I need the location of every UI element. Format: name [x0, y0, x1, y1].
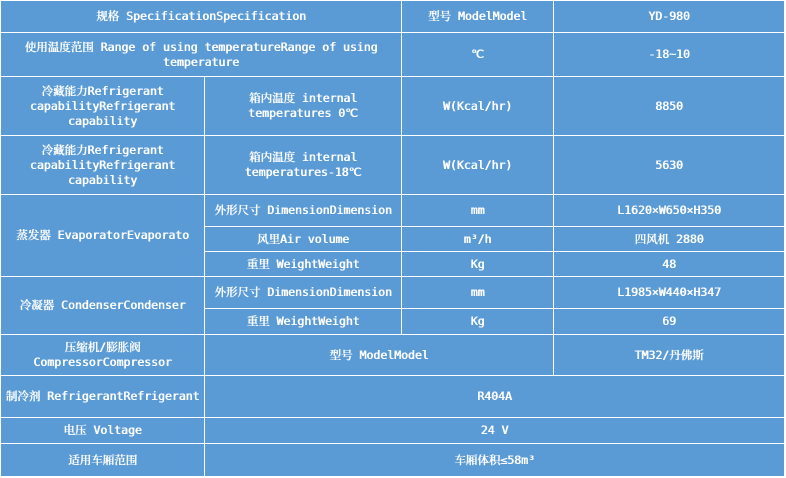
compressor-model-label: 型号 ModelModel — [205, 335, 554, 376]
compressor-model-value: TM32/丹佛斯 — [554, 335, 785, 376]
evaporator-air-volume-unit: m³/h — [402, 227, 554, 252]
voltage-label: 电压 Voltage — [1, 418, 205, 444]
condenser-dimension-row — [1, 277, 785, 309]
evaporator-weight-label: 重里 WeightWeight — [205, 252, 402, 277]
voltage-value: 24 V — [205, 418, 785, 444]
spec-header-cell: 规格 SpecificationSpecification — [1, 1, 402, 33]
evaporator-air-volume-label: 风里Air volume — [205, 227, 402, 252]
compartment-value: 车厢体积≤58m³ — [205, 444, 785, 477]
capacity-label: 冷藏能力Refrigerant capabilityRefrigerant capability — [1, 77, 205, 136]
evaporator-dimension-row — [1, 195, 785, 227]
refrigerant-value: R404A — [205, 376, 785, 418]
compressor-label: 压缩机/膨胀阀 CompressorCompressor — [1, 335, 205, 376]
temp-range-unit: ℃ — [402, 33, 554, 77]
temp-range-value: -18~10 — [554, 33, 785, 77]
model-label-cell: 型号 ModelModel — [402, 1, 554, 33]
header-row — [1, 1, 785, 33]
condenser-dimension-label: 外形尺寸 DimensionDimension — [205, 277, 402, 309]
compressor-row — [1, 335, 785, 376]
compartment-label: 适用车厢范围 — [1, 444, 205, 477]
evaporator-dimension-label: 外形尺寸 DimensionDimension — [205, 195, 402, 227]
voltage-row — [1, 418, 785, 444]
capacity-unit: W(Kcal/hr) — [402, 77, 554, 136]
evaporator-dimension-unit: mm — [402, 195, 554, 227]
capacity-minus18c-row — [1, 136, 785, 195]
capacity-value: 5630 — [554, 136, 785, 195]
temp-range-label: 使用温度范围 Range of using temperatureRange of using temperature — [1, 33, 402, 77]
refrigerant-label: 制冷剂 RefrigerantRefrigerant — [1, 376, 205, 418]
condenser-label: 冷凝器 CondenserCondenser — [1, 277, 205, 335]
capacity-condition: 箱内温度 internal temperatures-18℃ — [205, 136, 402, 195]
evaporator-label: 蒸发器 EvaporatorEvaporato — [1, 195, 205, 277]
capacity-unit: W(Kcal/hr) — [402, 136, 554, 195]
condenser-dimension-unit: mm — [402, 277, 554, 309]
compartment-row — [1, 444, 785, 477]
evaporator-weight-unit: Kg — [402, 252, 554, 277]
model-value-cell: YD-980 — [554, 1, 785, 33]
condenser-weight-label: 重里 WeightWeight — [205, 309, 402, 335]
evaporator-weight-value: 48 — [554, 252, 785, 277]
capacity-value: 8850 — [554, 77, 785, 136]
temp-range-row — [1, 33, 785, 77]
refrigerant-row — [1, 376, 785, 418]
capacity-condition: 箱内温度 internal temperatures 0℃ — [205, 77, 402, 136]
condenser-dimension-value: L1985×W440×H347 — [554, 277, 785, 309]
capacity-0c-row — [1, 77, 785, 136]
evaporator-dimension-value: L1620×W650×H350 — [554, 195, 785, 227]
evaporator-air-volume-value: 四风机 2880 — [554, 227, 785, 252]
capacity-label: 冷藏能力Refrigerant capabilityRefrigerant capability — [1, 136, 205, 195]
condenser-weight-unit: Kg — [402, 309, 554, 335]
condenser-weight-value: 69 — [554, 309, 785, 335]
